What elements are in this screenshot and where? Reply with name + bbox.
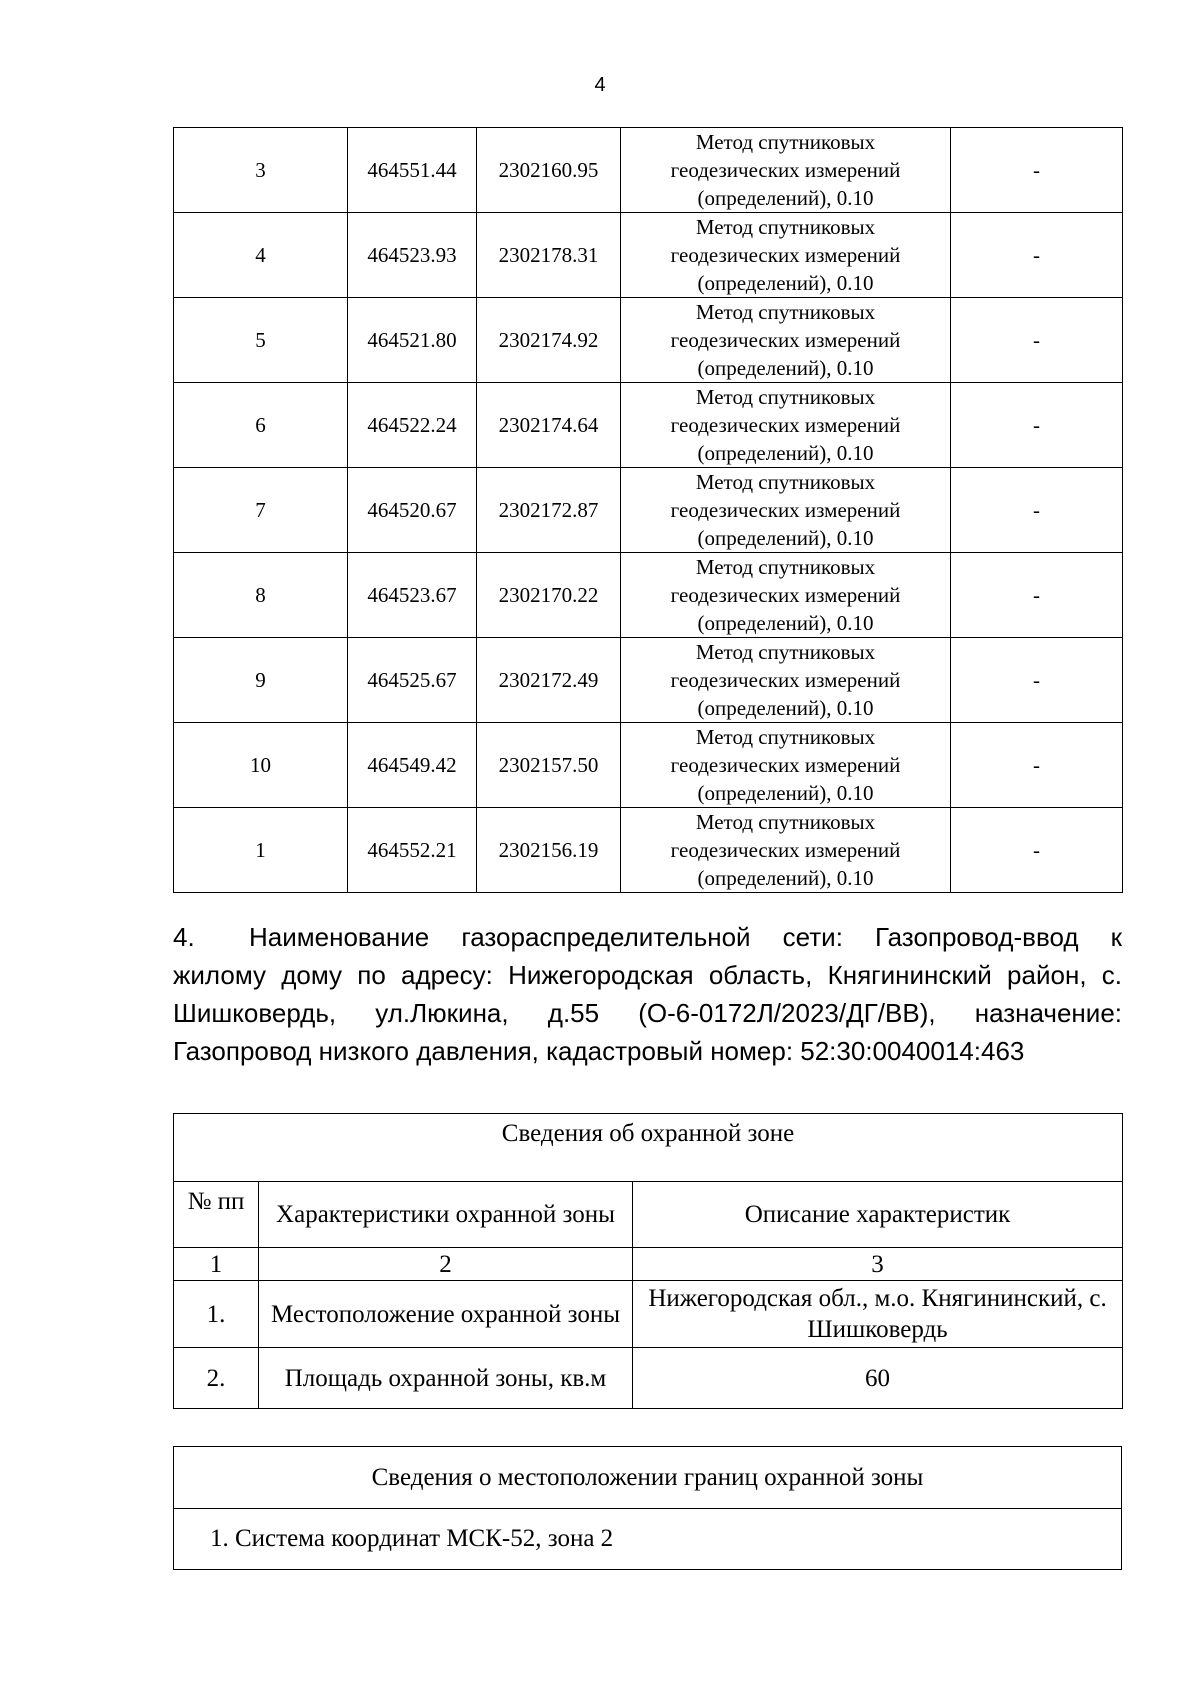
x-coordinate-cell: 464549.42 <box>348 723 477 808</box>
method-line: геодезических измерений <box>670 158 901 182</box>
method-cell <box>621 553 951 638</box>
y-coordinate-cell: 2302178.31 <box>477 213 621 298</box>
method-line: Метод спутниковых <box>695 725 876 749</box>
point-cell: 1 <box>174 808 348 893</box>
table-row <box>174 808 1123 893</box>
method-line: Метод спутниковых <box>695 385 876 409</box>
table-row <box>174 298 1123 383</box>
zone-info-title: Сведения об охранной зоне <box>174 1114 1123 1182</box>
method-cell <box>621 128 951 213</box>
description-cell: - <box>951 298 1123 383</box>
point-cell: 6 <box>174 383 348 468</box>
method-line: геодезических измерений <box>670 583 901 607</box>
x-coordinate-cell: 464552.21 <box>348 808 477 893</box>
x-coordinate-cell: 464523.67 <box>348 553 477 638</box>
method-line: геодезических измерений <box>670 243 901 267</box>
method-line: геодезических измерений <box>670 753 901 777</box>
method-cell <box>621 298 951 383</box>
page-number: 4 <box>594 74 606 96</box>
method-line: Метод спутниковых <box>695 555 876 579</box>
method-line: геодезических измерений <box>670 668 901 692</box>
protection-zone-info-table <box>173 1113 1123 1409</box>
y-coordinate-cell: 2302174.92 <box>477 298 621 383</box>
description-cell: - <box>951 213 1123 298</box>
table-row <box>174 638 1123 723</box>
method-line: (определений), 0.10 <box>697 611 874 635</box>
method-line: Метод спутниковых <box>695 470 876 494</box>
row-2-description: 60 <box>633 1348 1123 1409</box>
x-coordinate-cell: 464521.80 <box>348 298 477 383</box>
point-cell: 9 <box>174 638 348 723</box>
method-line: (определений), 0.10 <box>697 696 874 720</box>
point-cell: 3 <box>174 128 348 213</box>
method-line: (определений), 0.10 <box>697 271 874 295</box>
boundary-title: Сведения о местоположении границ охранной зоны <box>174 1447 1122 1509</box>
y-coordinate-cell: 2302160.95 <box>477 128 621 213</box>
table-row <box>174 213 1123 298</box>
method-cell <box>621 213 951 298</box>
y-coordinate-cell: 2302157.50 <box>477 723 621 808</box>
description-cell: - <box>951 383 1123 468</box>
method-line: (определений), 0.10 <box>697 356 874 380</box>
method-cell <box>621 808 951 893</box>
description-cell: - <box>951 553 1123 638</box>
coordinates-table-body <box>174 128 1123 893</box>
point-cell: 4 <box>174 213 348 298</box>
column-number-1: 1 <box>174 1248 259 1281</box>
column-number-3: 3 <box>633 1248 1123 1281</box>
method-line: Метод спутниковых <box>695 130 876 154</box>
method-line: геодезических измерений <box>670 838 901 862</box>
row-1-description: Нижегородская обл., м.о. Княгининский, с. Шишковердь <box>633 1281 1123 1348</box>
point-cell: 7 <box>174 468 348 553</box>
method-line: Метод спутниковых <box>695 215 876 239</box>
header-number: № пп <box>174 1182 259 1248</box>
row-2-number: 2. <box>174 1348 259 1409</box>
description-cell: - <box>951 638 1123 723</box>
table-row <box>174 383 1123 468</box>
section-4-paragraph <box>173 918 1122 1070</box>
table-row <box>174 128 1123 213</box>
y-coordinate-cell: 2302170.22 <box>477 553 621 638</box>
method-line: геодезических измерений <box>670 413 901 437</box>
method-cell <box>621 638 951 723</box>
header-characteristics: Характеристики охранной зоны <box>259 1182 633 1248</box>
y-coordinate-cell: 2302174.64 <box>477 383 621 468</box>
section-text: Наименование газораспределительной сети: Газопровод-ввод к жилому дому по адресу: Нижегородская область, Княгининский район, с. Шишковердь, ул.Люкина, д.55 (О-6-0172Л/2023/ДГ/ВВ), назначение: Газопровод низкого давления, кадастровый номер: 52:30:0040014:463 <box>173 922 1122 1066</box>
y-coordinate-cell: 2302156.19 <box>477 808 621 893</box>
header-description: Описание характеристик <box>633 1182 1123 1248</box>
method-line: Метод спутниковых <box>695 300 876 324</box>
y-coordinate-cell: 2302172.49 <box>477 638 621 723</box>
section-number: 4. <box>173 922 195 952</box>
y-coordinate-cell: 2302172.87 <box>477 468 621 553</box>
x-coordinate-cell: 464523.93 <box>348 213 477 298</box>
method-line: (определений), 0.10 <box>697 441 874 465</box>
method-line: геодезических измерений <box>670 328 901 352</box>
x-coordinate-cell: 464522.24 <box>348 383 477 468</box>
description-cell: - <box>951 128 1123 213</box>
table-row <box>174 553 1123 638</box>
coordinate-system: 1. Система координат МСК-52, зона 2 <box>174 1509 1122 1570</box>
column-number-2: 2 <box>259 1248 633 1281</box>
description-cell: - <box>951 723 1123 808</box>
method-line: (определений), 0.10 <box>697 866 874 890</box>
x-coordinate-cell: 464525.67 <box>348 638 477 723</box>
x-coordinate-cell: 464520.67 <box>348 468 477 553</box>
table-row <box>174 468 1123 553</box>
table-row <box>174 723 1123 808</box>
method-cell <box>621 723 951 808</box>
method-cell <box>621 468 951 553</box>
point-cell: 10 <box>174 723 348 808</box>
description-cell: - <box>951 808 1123 893</box>
method-line: Метод спутниковых <box>695 640 876 664</box>
method-line: (определений), 0.10 <box>697 781 874 805</box>
method-cell <box>621 383 951 468</box>
point-cell: 5 <box>174 298 348 383</box>
boundary-info-table <box>173 1446 1122 1570</box>
coordinates-table <box>173 127 1123 893</box>
method-line: геодезических измерений <box>670 498 901 522</box>
method-line: Метод спутниковых <box>695 810 876 834</box>
method-line: (определений), 0.10 <box>697 526 874 550</box>
row-2-characteristic: Площадь охранной зоны, кв.м <box>259 1348 633 1409</box>
point-cell: 8 <box>174 553 348 638</box>
row-1-characteristic: Местоположение охранной зоны <box>259 1281 633 1348</box>
method-line: (определений), 0.10 <box>697 186 874 210</box>
x-coordinate-cell: 464551.44 <box>348 128 477 213</box>
row-1-number: 1. <box>174 1281 259 1348</box>
description-cell: - <box>951 468 1123 553</box>
